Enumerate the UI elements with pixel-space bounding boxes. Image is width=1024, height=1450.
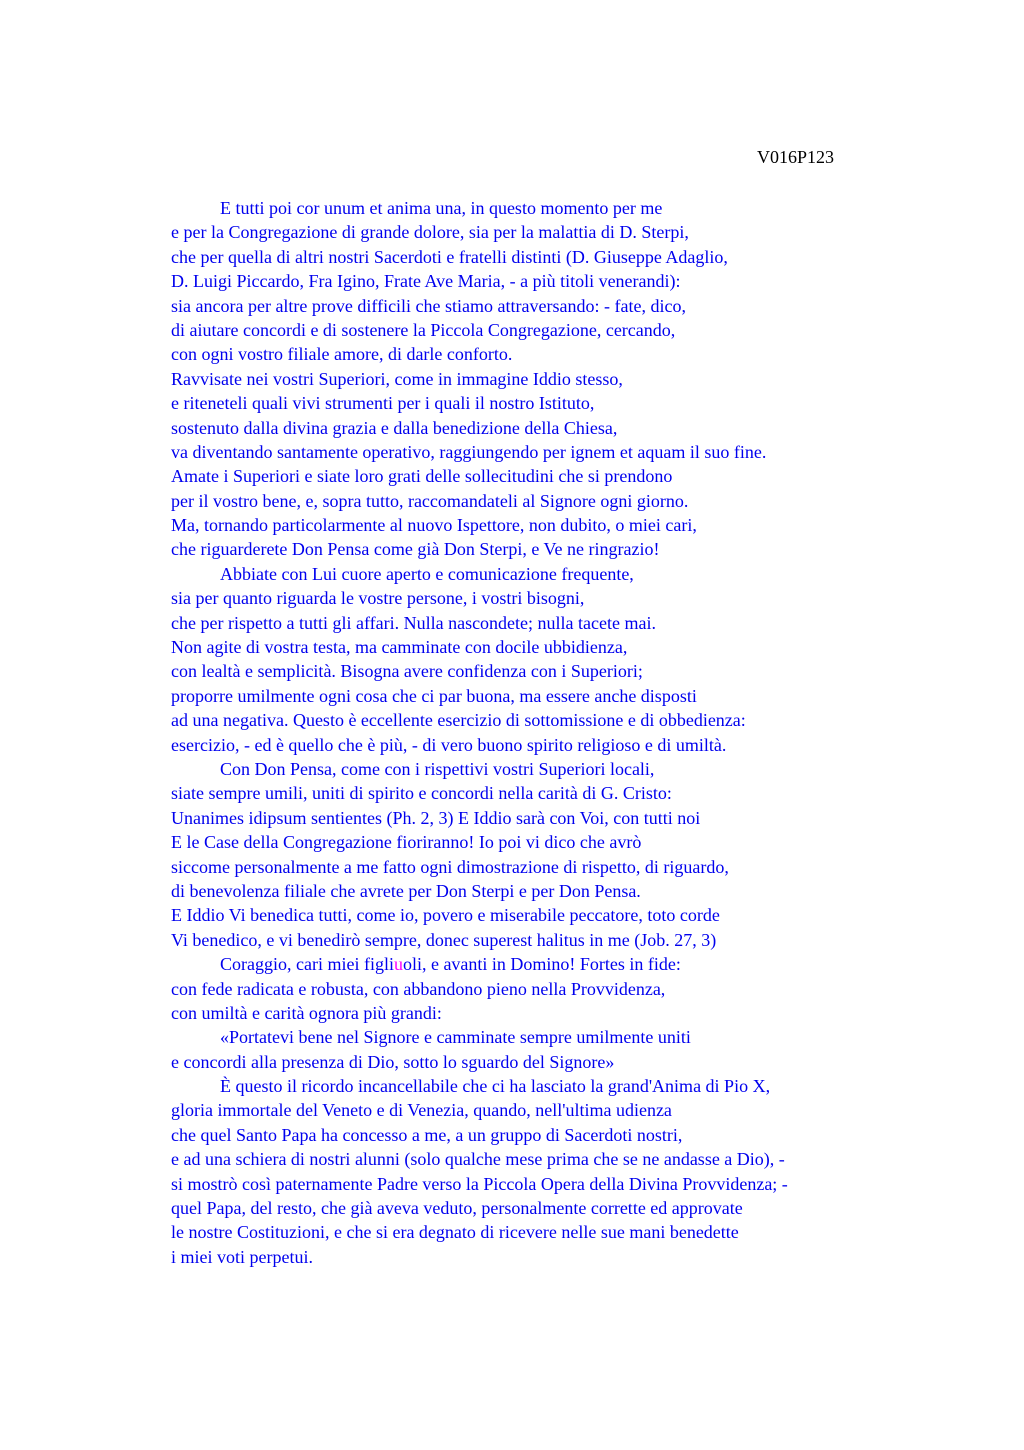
text-line: Vi benedico, e vi benedirò sempre, donec superest halitus in me (Job. 27, 3) <box>171 929 717 950</box>
text-line: con umiltà e carità ognora più grandi: <box>171 1002 442 1023</box>
text-line: Unanimes idipsum sentientes (Ph. 2, 3) E Iddio sarà con Voi, con tutti noi <box>171 807 701 828</box>
text-line: e per la Congregazione di grande dolore, sia per la malattia di D. Sterpi, <box>171 222 689 243</box>
text-line: E tutti poi cor unum et anima una, in questo momento per me <box>220 198 663 218</box>
page-id: V016P123 <box>757 147 835 167</box>
text-line: si mostrò così paternamente Padre verso la Piccola Opera della Divina Provvidenza; - <box>171 1173 788 1194</box>
letter-body <box>171 196 891 1269</box>
text-line: siccome personalmente a me fatto ogni dimostrazione di rispetto, di riguardo, <box>171 856 729 877</box>
text-line: esercizio, - ed è quello che è più, - di vero buono spirito religioso e di umiltà. <box>171 734 727 755</box>
highlighted-letter: u <box>393 954 403 975</box>
text-line: E le Case della Congregazione fioriranno! Io poi vi dico che avrò <box>171 832 642 853</box>
text-line: di benevolenza filiale che avrete per Don Sterpi e per Don Pensa. <box>171 880 641 901</box>
text-line: i miei voti perpetui. <box>171 1246 313 1267</box>
text-line: siate sempre umili, uniti di spirito e concordi nella carità di G. Cristo: <box>171 783 672 804</box>
text-line: che per rispetto a tutti gli affari. Nulla nascondete; nulla tacete mai. <box>171 612 656 633</box>
text-line <box>171 952 891 976</box>
text-line: che riguarderete Don Pensa come già Don Sterpi, e Ve ne ringrazio! <box>171 539 660 560</box>
text-line: che per quella di altri nostri Sacerdoti e fratelli distinti (D. Giuseppe Adaglio, <box>171 246 728 267</box>
text-line: con lealtà e semplicità. Bisogna avere confidenza con i Superiori; <box>171 661 643 682</box>
text-line: quel Papa, del resto, che già aveva veduto, personalmente corrette ed approvate <box>171 1198 743 1219</box>
text-line: «Portatevi bene nel Signore e camminate sempre umilmente uniti <box>220 1027 691 1048</box>
text-line: e riteneteli quali vivi strumenti per i quali il nostro Istituto, <box>171 393 595 414</box>
text-line: di aiutare concordi e di sostenere la Piccola Congregazione, cercando, <box>171 319 676 340</box>
text-line: Amate i Superiori e siate loro grati delle sollecitudini che si prendono <box>171 466 673 487</box>
text-line: sia per quanto riguarda le vostre persone, i vostri bisogni, <box>171 588 585 609</box>
text-line: D. Luigi Piccardo, Fra Igino, Frate Ave Maria, - a più titoli venerandi): <box>171 271 681 292</box>
text-line: che quel Santo Papa ha concesso a me, a un gruppo di Sacerdoti nostri, <box>171 1124 683 1145</box>
text-line: sia ancora per altre prove difficili che stiamo attraversando: - fate, dico, <box>171 295 686 316</box>
text-line: e concordi alla presenza di Dio, sotto lo sguardo del Signore» <box>171 1051 615 1072</box>
text-line: con ogni vostro filiale amore, di darle conforto. <box>171 344 513 365</box>
text-line: e ad una schiera di nostri alunni (solo qualche mese prima che se ne andasse a Dio), - <box>171 1149 785 1170</box>
text-line: ad una negativa. Questo è eccellente esercizio di sottomissione e di obbedienza: <box>171 710 746 731</box>
text-line: va diventando santamente operativo, raggiungendo per ignem et aquam il suo fine. <box>171 441 767 462</box>
text-fragment: oli, e avanti in Domino! Fortes in fide: <box>402 954 681 975</box>
text-line: le nostre Costituzioni, e che si era degnato di ricevere nelle sue mani benedette <box>171 1222 739 1243</box>
text-line: con fede radicata e robusta, con abbandono pieno nella Provvidenza, <box>171 978 666 999</box>
text-line: E Iddio Vi benedica tutti, come io, povero e miserabile peccatore, toto corde <box>171 905 720 926</box>
text-line: Abbiate con Lui cuore aperto e comunicazione frequente, <box>220 563 634 584</box>
text-line: È questo il ricordo incancellabile che ci ha lasciato la grand'Anima di Pio X, <box>220 1076 771 1097</box>
text-fragment: Coraggio, cari miei figli <box>220 954 394 975</box>
text-line: gloria immortale del Veneto e di Venezia, quando, nell'ultima udienza <box>171 1100 672 1121</box>
text-line: Non agite di vostra testa, ma camminate con docile ubbidienza, <box>171 637 628 658</box>
text-line: Ma, tornando particolarmente al nuovo Ispettore, non dubito, o miei cari, <box>171 515 697 536</box>
text-line: sostenuto dalla divina grazia e dalla benedizione della Chiesa, <box>171 417 618 438</box>
text-line: proporre umilmente ogni cosa che ci par buona, ma essere anche disposti <box>171 685 697 706</box>
text-line: Ravvisate nei vostri Superiori, come in immagine Iddio stesso, <box>171 368 623 389</box>
text-line: per il vostro bene, e, sopra tutto, raccomandateli al Signore ogni giorno. <box>171 490 689 511</box>
text-line: Con Don Pensa, come con i rispettivi vostri Superiori locali, <box>220 758 655 779</box>
